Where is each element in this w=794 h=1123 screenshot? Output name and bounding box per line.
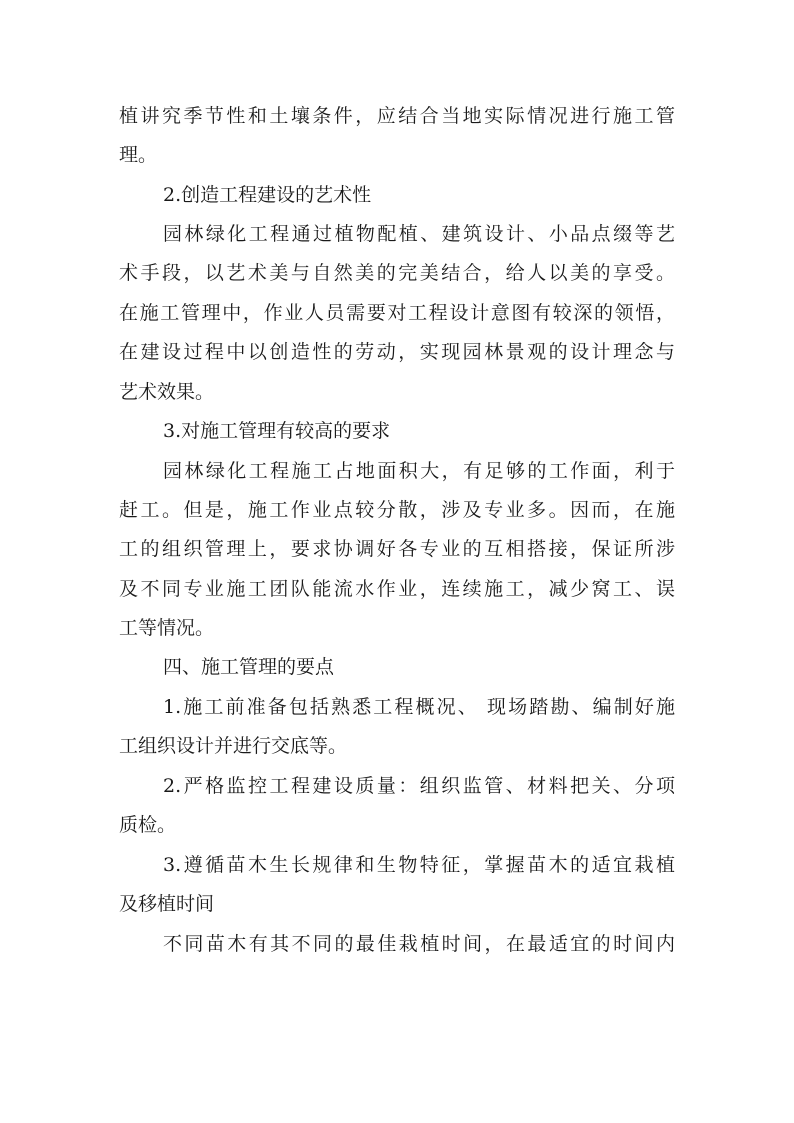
text-line: 园林绿化工程通过植物配植、建筑设计、小品点缀等艺 — [163, 223, 675, 245]
text-line: 术手段，以艺术美与自然美的完美结合，给人以美的享受。 — [119, 262, 675, 284]
text-line: 3.遵循苗木生长规律和生物特征，掌握苗木的适宜栽植 — [163, 854, 675, 876]
text-line: 1.施工前准备包括熟悉工程概况、 现场踏勘、编制好施 — [163, 696, 675, 718]
text-line: 在建设过程中以创造性的劳动，实现园林景观的设计理念与 — [119, 341, 675, 363]
text-line: 工组织设计并进行交底等。 — [119, 735, 348, 757]
text-line: 在施工管理中，作业人员需要对工程设计意图有较深的领悟， — [119, 302, 675, 324]
text-line: 及不同专业施工团队能流水作业，连续施工，减少窝工、误 — [119, 578, 675, 600]
section-heading: 2.创造工程建设的艺术性 — [163, 184, 372, 206]
text-line: 工等情况。 — [119, 617, 215, 639]
section-heading: 3.对施工管理有较高的要求 — [163, 420, 391, 442]
text-line: 2.严格监控工程建设质量：组织监管、材料把关、分项 — [163, 775, 675, 797]
text-line: 园林绿化工程施工占地面积大，有足够的工作面，利于 — [163, 460, 675, 482]
text-line: 理。 — [119, 144, 158, 166]
text-line: 植讲究季节性和土壤条件，应结合当地实际情况进行施工管 — [119, 105, 675, 127]
text-line: 质检。 — [119, 814, 177, 836]
text-line: 艺术效果。 — [119, 381, 215, 403]
text-line: 工的组织管理上，要求协调好各专业的互相搭接，保证所涉 — [119, 538, 675, 560]
section-heading: 四、施工管理的要点 — [163, 656, 335, 678]
text-line: 不同苗木有其不同的最佳栽植时间，在最适宜的时间内 — [163, 933, 675, 955]
text-line: 及移植时间 — [119, 893, 215, 915]
text-line: 赶工。但是，施工作业点较分散，涉及专业多。因而，在施 — [119, 499, 675, 521]
